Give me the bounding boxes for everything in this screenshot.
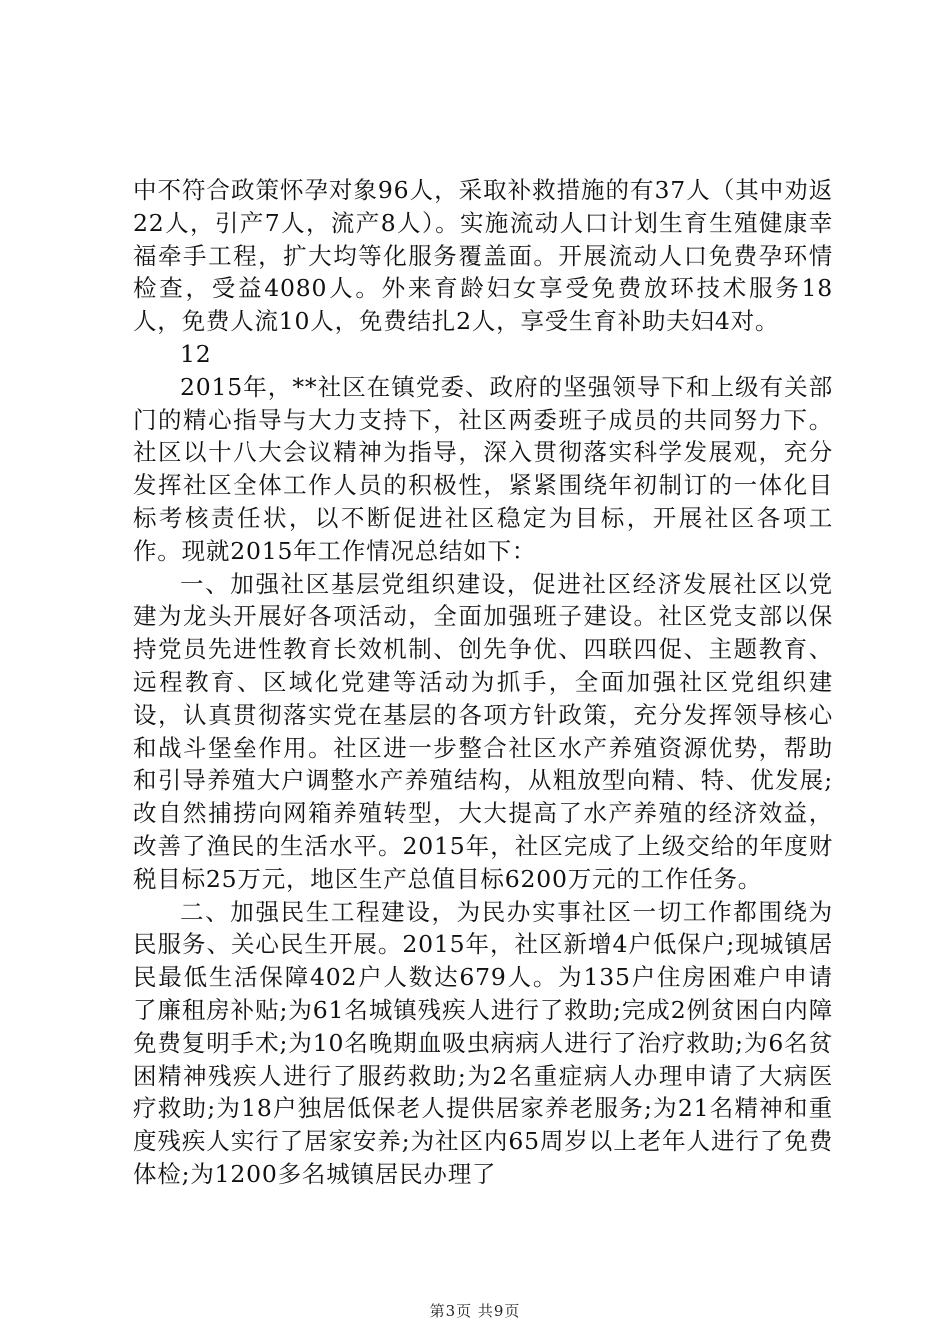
page-number: 第3页 共9页 xyxy=(429,1302,521,1320)
paragraph: 一、加强社区基层党组织建设，促进社区经济发展社区以党建为龙头开展好各项活动，全面加强班子建设。社区党支部以保持党员先进性教育长效机制、创先争优、四联四促、主题教育、远程教育、区域化党建等活动为抓手，全面加强社区党组织建设，认真贯彻落实党在基层的各项方针政策，充分发挥领导核心和战斗堡垒作用。社区进一步整合社区水产养殖资源优势，帮助和引导养殖大户调整水产养殖结构，从粗放型向精、特、优发展;改自然捕捞向网箱养殖转型，大大提高了水产养殖的经济效益，改善了渔民的生活水平。2015年，社区完成了上级交给的年度财税目标25万元，地区生产总值目标6200万元的工作任务。 xyxy=(133,569,833,893)
paragraph: 12 xyxy=(180,339,212,368)
paragraph: 2015年，**社区在镇党委、政府的坚强领导下和上级有关部门的精心指导与大力支持下，社区两委班子成员的共同努力下。社区以十八大会议精神为指导，深入贯彻落实科学发展观，充分发挥社区全体工作人员的积极性，紧紧围绕年初制订的一体化目标考核责任状，以不断促进社区稳定为目标，开展社区各项工作。现就2015年工作情况总结如下： xyxy=(133,372,833,565)
paragraph: 中不符合政策怀孕对象96人，采取补救措施的有37人（其中劝返22人，引产7人，流产8人）。实施流动人口计划生育生殖健康幸福牵手工程，扩大均等化服务覆盖面。开展流动人口免费孕环情检查，受益4080人。外来育龄妇女享受免费放环技术服务18人，免费人流10人，免费结扎2人，享受生育补助夫妇4对。 xyxy=(133,176,833,336)
document-body xyxy=(133,174,833,1191)
paragraph: 二、加强民生工程建设，为民办实事社区一切工作都围绕为民服务、关心民生开展。2015年，社区新增4户低保户;现城镇居民最低生活保障402户人数达679人。为135户住房困难户申请了廉租房补贴;为61名城镇残疾人进行了救助;完成2例贫困白内障免费复明手术;为10名晚期血吸虫病病人进行了治疗救助;为6名贫困精神残疾人进行了服药救助;为2名重症病人办理申请了大病医疗救助;为18户独居低保老人提供居家养老服务;为21名精神和重度残疾人实行了居家安养;为社区内65周岁以上老年人进行了免费体检;为1200多名城镇居民办理了 xyxy=(133,897,833,1188)
